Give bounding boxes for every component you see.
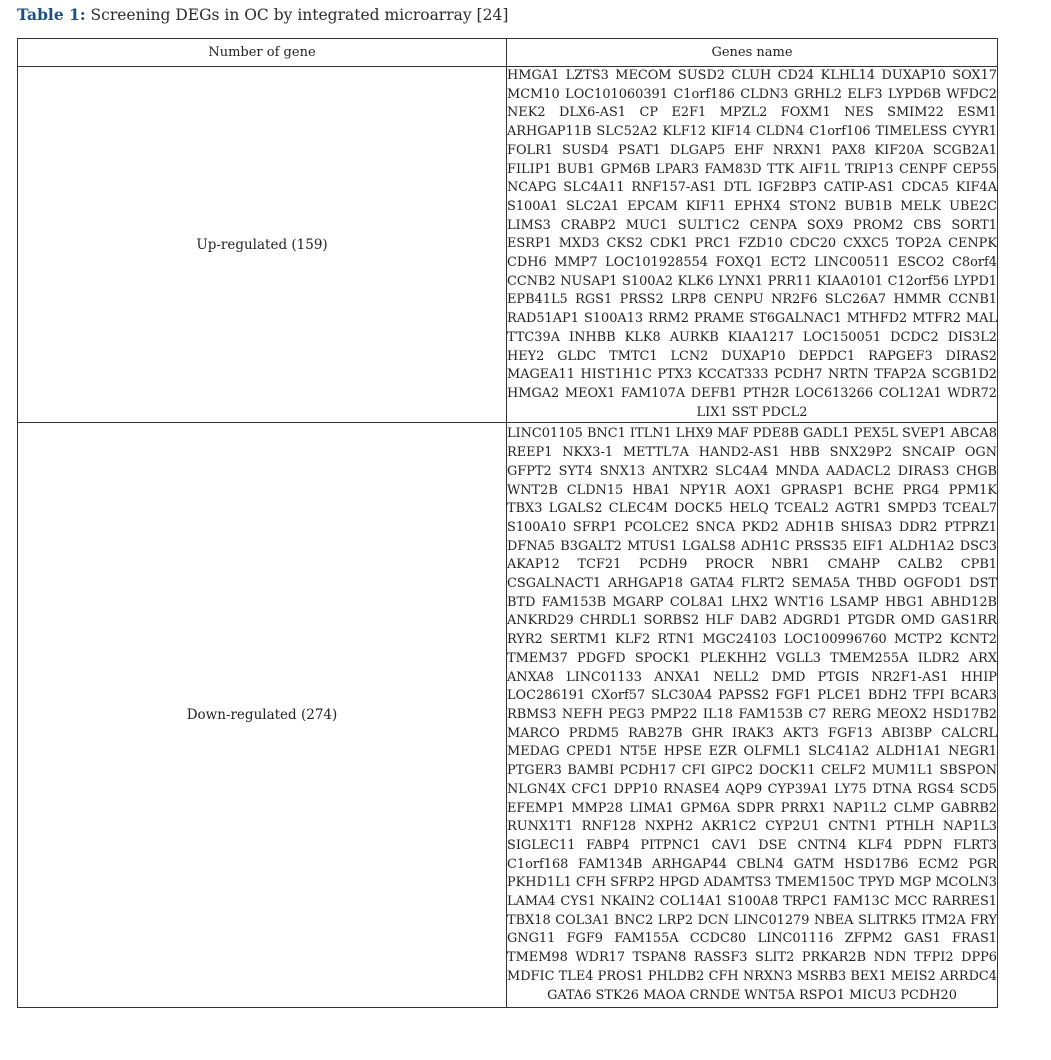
table-row-up-regulated [18,67,998,423]
table-caption-text: Screening DEGs in OC by integrated microarray [24] [90,6,509,24]
table-caption [17,4,508,26]
down-regulated-count: Down-regulated (274) [18,423,507,1008]
table-caption-label: Table 1: [17,5,86,24]
header-genes-name: Genes name [507,39,998,67]
up-regulated-genes: HMGA1 LZTS3 MECOM SUSD2 CLUH CD24 KLHL14 DUXAP10 SOX17 MCM10 LOC101060391 C1orf186 CLDN3 GRHL2 ELF3 LYPD6B WFDC2 NEK2 DLX6-AS1 CP E2F1 MPZL2 FOXM1 NES SMIM22 ESM1 ARHGAP11B SLC52A2 KLF12 KIF14 CLDN4 C1orf106 TIMELESS CYYR1 FOLR1 SUSD4 PSAT1 DLGAP5 EHF NRXN1 PAX8 KIF20A SCGB2A1 FILIP1 BUB1 GPM6B LPAR3 FAM83D TTK AIF1L TRIP13 CENPF CEP55 NCAPG SLC4A11 RNF157-AS1 DTL IGF2BP3 CATIP-AS1 CDCA5 KIF4A S100A1 SLC2A1 EPCAM KIF11 EPHX4 STON2 BUB1B MELK UBE2C LIMS3 CRABP2 MUC1 SULT1C2 CENPA SOX9 PROM2 CBS SORT1 ESRP1 MXD3 CKS2 CDK1 PRC1 FZD10 CDC20 CXXC5 TOP2A CENPK CDH6 MMP7 LOC101928554 FOXQ1 ECT2 LINC00511 ESCO2 C8orf4 CCNB2 NUSAP1 S100A2 KLK6 LYNX1 PRR11 KIAA0101 C12orf56 LYPD1 EPB41L5 RGS1 PRSS2 LRP8 CENPU NR2F6 SLC26A7 HMMR CCNB1 RAD51AP1 S100A13 RRM2 PRAME ST6GALNAC1 MTHFD2 MTFR2 MAL TTC39A INHBB KLK8 AURKB KIAA1217 LOC150051 DCDC2 DIS3L2 HEY2 GLDC TMTC1 LCN2 DUXAP10 DEPDC1 RAPGEF3 DIRAS2 MAGEA11 HIST1H1C PTX3 KCCAT333 PCDH7 NRTN TFAP2A SCGB1D2 HMGA2 MEOX1 FAM107A DEFB1 PTH2R LOC613266 COL12A1 WDR72 LIX1 SST PDCL2 [507,67,998,423]
header-number-of-gene: Number of gene [18,39,507,67]
deg-table [17,38,998,1008]
up-regulated-count: Up-regulated (159) [18,67,507,423]
down-regulated-genes: LINC01105 BNC1 ITLN1 LHX9 MAF PDE8B GADL1 PEX5L SVEP1 ABCA8 REEP1 NKX3-1 METTL7A HAND2-AS1 HBB SNX29P2 SNCAIP OGN GFPT2 SYT4 SNX13 ANTXR2 SLC4A4 MNDA AADACL2 DIRAS3 CHGB WNT2B CLDN15 HBA1 NPY1R AOX1 GPRASP1 BCHE PRG4 PPM1K TBX3 LGALS2 CLEC4M DOCK5 HELQ TCEAL2 AGTR1 SMPD3 TCEAL7 S100A10 SFRP1 PCOLCE2 SNCA PKD2 ADH1B SHISA3 DDR2 PTPRZ1 DFNA5 B3GALT2 MTUS1 LGALS8 ADH1C PRSS35 EIF1 ALDH1A2 DSC3 AKAP12 TCF21 PCDH9 PROCR NBR1 CMAHP CALB2 CPB1 CSGALNACT1 ARHGAP18 GATA4 FLRT2 SEMA5A THBD OGFOD1 DST BTD FAM153B MGARP COL8A1 LHX2 WNT16 LSAMP HBG1 ABHD12B ANKRD29 CHRDL1 SORBS2 HLF DAB2 ADGRD1 PTGDR OMD GAS1RR RYR2 SERTM1 KLF2 RTN1 MGC24103 LOC100996760 MCTP2 KCNT2 TMEM37 PDGFD SPOCK1 PLEKHH2 VGLL3 TMEM255A ILDR2 ARX ANXA8 LINC01133 ANXA1 NELL2 DMD PTGIS NR2F1-AS1 HHIP LOC286191 CXorf57 SLC30A4 PAPSS2 FGF1 PLCE1 BDH2 TFPI BCAR3 RBMS3 NEFH PEG3 PMP22 IL18 FAM153B C7 RERG MEOX2 HSD17B2 MARCO PRDM5 RAB27B GHR IRAK3 AKT3 FGF13 ABI3BP CALCRL MEDAG CPED1 NT5E HPSE EZR OLFML1 SLC41A2 ALDH1A1 NEGR1 PTGER3 BAMBI PCDH17 CFI GIPC2 DOCK11 CELF2 MUM1L1 SBSPON NLGN4X CFC1 DPP10 RNASE4 AQP9 CYP39A1 LY75 DTNA RGS4 SCD5 EFEMP1 MMP28 LIMA1 GPM6A SDPR PRRX1 NAP1L2 CLMP GABRB2 RUNX1T1 RNF128 NXPH2 AKR1C2 CYP2U1 CNTN1 PTHLH NAP1L3 SIGLEC11 FABP4 PITPNC1 CAV1 DSE CNTN4 KLF4 PDPN FLRT3 C1orf168 FAM134B ARHGAP44 CBLN4 GATM HSD17B6 ECM2 PGR PKHD1L1 CFH SFRP2 HPGD ADAMTS3 TMEM150C TPYD MGP MCOLN3 LAMA4 CYS1 NKAIN2 COL14A1 S100A8 TRPC1 FAM13C MCC RARRES1 TBX18 COL3A1 BNC2 LRP2 DCN LINC01279 NBEA SLITRK5 ITM2A FRY GNG11 FGF9 FAM155A CCDC80 LINC01116 ZFPM2 GAS1 FRAS1 TMEM98 WDR17 TSPAN8 RASSF3 SLIT2 PRKAR2B NDN TFPI2 DPP6 MDFIC TLE4 PROS1 PHLDB2 CFH NRXN3 MSRB3 BEX1 MEIS2 ARRDC4 GATA6 STK26 MAOA CRNDE WNT5A RSPO1 MICU3 PCDH20 [507,423,998,1008]
table-row-down-regulated [18,423,998,1008]
table-header-row [18,39,998,67]
